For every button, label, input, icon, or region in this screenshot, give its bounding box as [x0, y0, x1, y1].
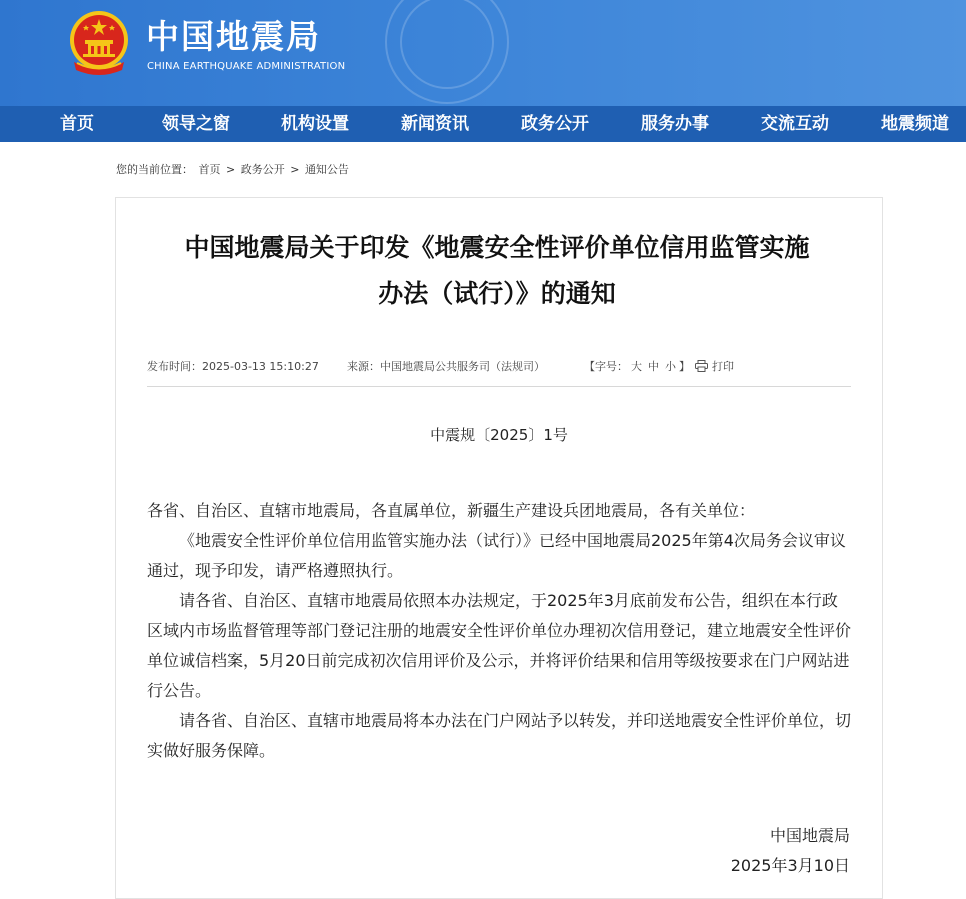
print-button[interactable]: [695, 358, 734, 374]
nav-item-news[interactable]: 新闻资讯: [401, 114, 469, 134]
body-paragraph: 《地震安全性评价单位信用监管实施办法（试行）》已经中国地震局2025年第4次局务会议审议通过，现予印发，请严格遵照执行。: [147, 531, 846, 580]
site-title[interactable]: 中国地震局: [146, 17, 321, 56]
article-body: [147, 496, 851, 766]
nav-item-leadership[interactable]: 领导之窗: [162, 114, 230, 134]
national-emblem-icon[interactable]: [68, 10, 130, 76]
breadcrumb-separator: >: [290, 163, 300, 176]
print-label: 打印: [712, 360, 734, 373]
font-size-small-button[interactable]: 小: [665, 360, 676, 373]
site-subtitle: CHINA EARTHQUAKE ADMINISTRATION: [147, 61, 346, 72]
font-size-controls: [584, 358, 690, 374]
addressee: 各省、自治区、直辖市地震局，各直属单位，新疆生产建设兵团地震局，各有关单位：: [147, 501, 756, 520]
breadcrumb: [116, 161, 351, 177]
breadcrumb-item-home[interactable]: 首页: [198, 163, 221, 176]
body-paragraph: 请各省、自治区、直辖市地震局将本办法在门户网站予以转发，并印送地震安全性评价单位，切实做好服务保障。: [147, 711, 852, 760]
nav-item-earthquake-channel[interactable]: 地震频道: [881, 114, 949, 134]
article-title: [141, 225, 853, 317]
source-value: 中国地震局公共服务司（法规司）: [380, 360, 545, 373]
font-size-large-button[interactable]: 大: [631, 360, 642, 373]
font-size-medium-button[interactable]: 中: [648, 360, 659, 373]
publish-time-value: 2025-03-13 15:10:27: [202, 360, 319, 373]
publish-time-label: 发布时间：: [147, 360, 202, 373]
nav-item-organization[interactable]: 机构设置: [281, 114, 349, 134]
body-paragraph: 请各省、自治区、直辖市地震局依照本办法规定，于2025年3月底前发布公告，组织在本行政区域内市场监督管理等部门登记注册的地震安全性评价单位办理初次信用登记，建立地震安全性评价单位诚信档案，5月20日前完成初次信用评价及公示，并将评价结果和信用等级按要求在门户网站进行公告。: [147, 591, 852, 700]
document-number: 中震规〔2025〕1号: [430, 426, 568, 444]
font-size-close: 】: [679, 360, 690, 373]
breadcrumb-separator: >: [226, 163, 236, 176]
breadcrumb-label: 您的当前位置：: [116, 163, 193, 176]
breadcrumb-item-government-affairs[interactable]: 政务公开: [240, 163, 285, 176]
nav-item-government-affairs[interactable]: 政务公开: [521, 114, 589, 134]
meta-divider: [147, 386, 851, 387]
article-title-line: 中国地震局关于印发《地震安全性评价单位信用监管实施: [184, 233, 810, 262]
printer-icon: [695, 360, 708, 372]
signature: 中国地震局: [769, 826, 850, 845]
nav-item-services[interactable]: 服务办事: [641, 114, 709, 134]
site-header: [0, 0, 966, 106]
publish-time: [147, 358, 319, 374]
main-nav: [0, 106, 966, 142]
source-label: 来源：: [347, 360, 380, 373]
font-size-label: 【字号：: [584, 360, 628, 373]
breadcrumb-item-notices[interactable]: 通知公告: [304, 163, 349, 176]
nav-item-interaction[interactable]: 交流互动: [761, 114, 829, 134]
article-title-line: 办法（试行）》的通知: [378, 279, 616, 308]
article-source: [347, 358, 545, 374]
nav-item-home[interactable]: 首页: [60, 114, 94, 134]
issue-date: 2025年3月10日: [730, 856, 850, 875]
